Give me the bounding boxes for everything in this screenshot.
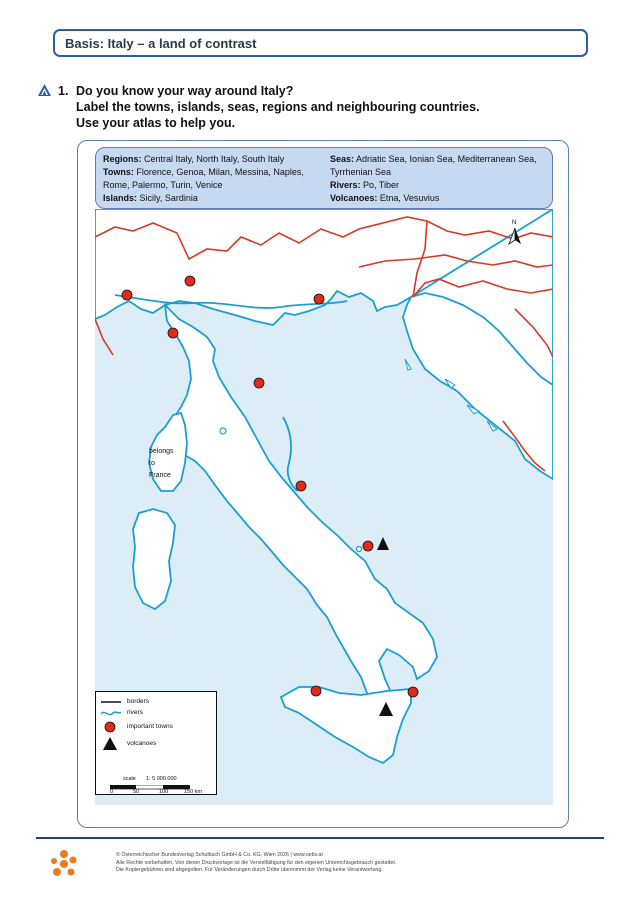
regions-value: Central Italy, North Italy, South Italy — [141, 154, 285, 164]
town-genoa — [168, 328, 178, 338]
legend-towns-label: important towns — [127, 723, 173, 730]
scale-label: scale — [123, 776, 136, 782]
volcanoes-label: Volcanoes: — [330, 193, 378, 203]
task-line-1: Do you know your way around Italy? — [76, 84, 294, 98]
town-rome — [296, 481, 306, 491]
seas-value: Adriatic Sea, Ionian Sea, Mediterranean Sea, Tyrrhenian Sea — [330, 154, 537, 177]
rivers-label: Rivers: — [330, 180, 361, 190]
legend-row-rivers — [101, 709, 143, 721]
town-palermo — [311, 686, 321, 696]
scale-tick-0: 0 — [110, 789, 114, 795]
scale-tick-50: 50 — [133, 789, 140, 795]
legend-rivers-label: rivers — [127, 709, 143, 716]
info-column-left — [103, 153, 318, 205]
towns-label: Towns: — [103, 167, 134, 177]
task-number: 1. — [58, 84, 69, 98]
legend-volcanoes-label: volcanoes — [127, 740, 157, 747]
north-arrow — [505, 220, 525, 246]
corsica-note-line-3: France — [149, 472, 171, 479]
footer-line-2: Alle Rechte vorbehalten. Von dieser Druckvorlage ist die Vervielfältigung für den eigenen Unterrichtsgebrauch gestattet. — [116, 859, 397, 866]
north-arrow-icon — [508, 228, 522, 246]
page-title: Basis: Italy – a land of contrast — [65, 36, 257, 51]
legend-row-volcanoes — [101, 737, 157, 749]
town-florence — [254, 378, 264, 388]
legend-borders-label: borders — [127, 698, 150, 705]
corsica-note — [149, 446, 189, 482]
scale-ratio: 1: 5 000 000 — [146, 776, 177, 782]
map-legend — [95, 691, 217, 795]
task-instructions — [58, 83, 480, 131]
footer-line-1: © Österreichischer Bundesverlag Schulbuch GmbH & Co. KG, Wien 2026 | www.oebv.at — [116, 852, 323, 858]
difficulty-triangle-icon — [38, 84, 51, 96]
islands-value: Sicily, Sardinia — [137, 193, 198, 203]
volcano-triangle-icon — [101, 737, 121, 751]
corsica-note-line-2: to — [149, 460, 155, 467]
scale-tick-100: 100 — [159, 789, 169, 795]
seas-label: Seas: — [330, 154, 355, 164]
border-line-icon — [101, 698, 121, 706]
regions-label: Regions: — [103, 154, 142, 164]
corsica-note-line-1: belongs — [149, 448, 174, 455]
town-dot-icon — [101, 721, 121, 733]
legend-row-towns — [101, 721, 173, 733]
footer-divider — [36, 837, 604, 839]
islands-label: Islands: — [103, 193, 138, 203]
town-turin — [122, 290, 132, 300]
river-wave-icon — [101, 709, 121, 717]
scale-tick-150: 150 km — [184, 789, 203, 795]
info-column-right — [330, 153, 550, 205]
footer-copyright — [116, 852, 396, 875]
rivers-value: Po, Tiber — [360, 180, 400, 190]
publisher-logo-icon — [50, 850, 78, 878]
town-venice — [314, 294, 324, 304]
task-line-3: Use your atlas to help you. — [76, 116, 236, 130]
footer-line-3: Die Kopiergebühren sind abgegolten. Für Veränderungen durch Dritte übernimmt der Verlag keine Verantwortung. — [116, 867, 383, 873]
north-label: N — [512, 220, 517, 226]
volcanoes-value: Etna, Vesuvius — [377, 193, 440, 203]
town-milan — [185, 276, 195, 286]
header-box — [53, 29, 588, 57]
info-box — [95, 147, 553, 209]
scale-bar — [110, 785, 190, 790]
towns-value: Florence, Genoa, Milan, Messina, Naples, Rome, Palermo, Turin, Venice — [103, 167, 304, 190]
task-line-2: Label the towns, islands, seas, regions and neighbouring countries. — [76, 100, 480, 114]
town-messina — [408, 687, 418, 697]
town-naples — [363, 541, 373, 551]
